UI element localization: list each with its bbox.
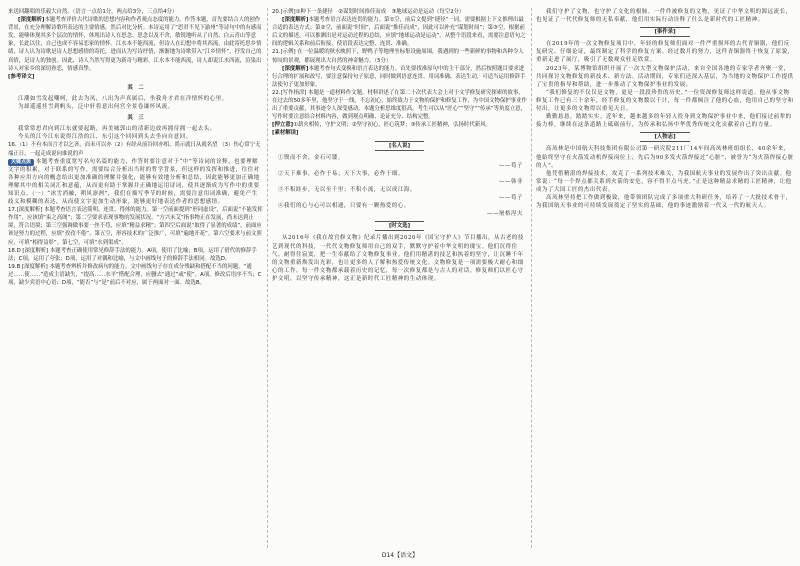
question-21-analysis xyxy=(272,65,527,89)
quote-2: ②天下难事，必作于易；天下大事，必作于细。 xyxy=(278,170,404,177)
era-text-body: 从2016年《我在故宫修文物》纪录片播出到2020年《国宝守护人》节目播出，从古老的技艺到现代的科技，一代代文物修复师用自己的双手，默默守护着中华文明的瑰宝。他们沉得住气、耐得住寂寞，把一生奉献给了文物修复事业。他们用精湛的技艺和执着的坚守，让沉睡千年的文物重新焕发出光彩，也让更多的人了解和热爱传统文化。文物修复是一项需要极大耐心和细心的工作，每一件文物都承载着历史的记忆，每一次修复都是与古人的对话。修复师们以匠心守护文明，以坚守传承精神，这正是新时代工匠精神的生动体现。 xyxy=(272,235,524,282)
era-text-title: [时文选] xyxy=(375,221,424,231)
person-paragraph-1: 高凤林是中国航天科技集团有限公司第一研究院211厂14车间高凤林班组组长，40余年来，他始终坚守在火箭发动机焊接岗位上，先后为90多发火箭焊接过“心脏”，被誉为“为火箭焊接心脏的人”。 xyxy=(536,146,794,169)
question-21-label: [深度解析] xyxy=(282,65,309,72)
reference-translation-label: [参考译文] xyxy=(8,73,35,80)
poem-section-3-title: 其 三 xyxy=(127,115,144,122)
question-19-answer: 19.B [深度解析] 本题考查辨析并修改病句的能力。文中画线句子存在成分残缺和搭配不当的问题，“通过……使……”造成主语缺失，“提高……水平”搭配合理，应删去“通过”或“使”。A项，修改后语序不当；C项，缺少宾语中心语；D项，“能否”与“是”前后不对应，属于两面对一面。故选B。 xyxy=(8,263,262,286)
event-paragraph-2: 2023年，某博物馆组织开展了一次大型文物保护活动，来自全国各地的专家学者齐聚一堂，共同探讨文物修复的新技术、新方法。活动期间，专家们还深入基层，为当地的文物保护工作提供了宝贵的指导和帮助，进一步推动了文物保护事业的发展。 xyxy=(536,65,794,88)
theme-text: ①薪火相传，守护文明；②坚守初心，匠心筑梦；③传承工匠精神，弘扬时代新风。 xyxy=(293,122,491,129)
poem-3-line-2: 今头的江今江东说得江浩的江，东引这个回回到头去坐向自意回。 xyxy=(18,134,192,141)
poem-3-line-1: 我常常思君向到江东就要起路，再美城郭山的清新边放再拥待拥一起去头。 xyxy=(18,126,216,133)
material-label: [素材解读] xyxy=(272,130,299,137)
event-paragraph-3: “我们修复的不仅仅是文物，更是一段段珍贵的历史。”一位资深修复师这样说道。他从事文物修复工作已有三十余年，经手修复的文物数以千计，每一件都倾注了他的心血，他用自己的坚守和付出，让更多的文物得以重见天日。 xyxy=(536,89,794,113)
question-20-answer: 20.[示例]①种下一条捷径 ②谋划时间推佳而成 ③地球运动是运动（每空2分） xyxy=(272,9,465,15)
right-column xyxy=(536,8,794,546)
analysis-label: [深度解析] xyxy=(18,17,45,24)
question-21-answer: 21.[示例] 在一位温暖的秋水映照下，野鸭子等地理坐标集设施周围，我遇到的一些新鲜的事物和各种令人惊叹的景观，都展现出大自然的神奇魅力。（5分） xyxy=(272,49,524,64)
analysis-paragraph xyxy=(8,16,263,73)
question-17-answer: 17.[深度解析] 本题考查语言表达简明、连贯、得体的能力。第一空前面提到“形同虚设”，后面说“不能发挥作用”，应该填“束之高阁”；第二空要求表现事物的发展状况，“方兴未艾”指事物正在发展，尚未达到止境，符合语境；第三空强调做事要一丝不苟，应填“精益求精”；第四空后面说“取得了显著的成绩”，前面应该是努力的过程，应填“孜孜不倦”。第五空，形容技术的广泛推广，可填“遍地开花”。第六空要求与前文照应，可填“相得益彰”。第七空，可填“水到渠成”。 xyxy=(8,207,263,246)
quote-1-source: ——荀子 xyxy=(499,162,523,169)
question-20-label: [深度解析] xyxy=(282,17,309,24)
poem-2-line-1: 江潮如雪发起嘲呵，此去为风，八出为声真属后，坐我舟才君在洋情怀的心里。 xyxy=(18,95,228,102)
person-paragraph-3: 高凤林坚持把工作做到极致，他带领团队完成了多项重大科研任务，培养了一大批技术骨干，为我国航天事业的可持续发展奠定了坚实的基础，他的事迹激励着一代又一代的航天人。 xyxy=(536,194,792,210)
event-title-box xyxy=(536,27,794,37)
column-divider xyxy=(267,8,268,548)
famous-quotes-title: [名人说] xyxy=(375,141,424,151)
page-number: D14【语文】 xyxy=(381,552,419,559)
question-16-body: 本题考查重度宽写名句名篇的能力，作答时要注意对于“中”等诗词的诠释，也要理解文字的积累，对于联系的写作，需要综合分析出当时的哲学背景，但这样的发挥和推进，往往对各种应用方向的概念给出更加准确的理解并强化，能够有效地分析和总结，因此能够更加正确地理解其中的相关词汇和意蕴，从而更有助于掌握并正确地运用诗词，使其逐渐成为写作中的重要知识点。（一）“冰雪消融，朔风凛冽”，我们在描写季节的时候，需要注意用词准确，避免产生歧义和模糊的表达，从而使文字更加生动形象，能够更好地表达作者的思想感情。 xyxy=(8,158,260,206)
quote-4-source: ——屠格涅夫 xyxy=(487,211,523,218)
quote-list xyxy=(272,154,527,219)
question-16-explanation xyxy=(8,158,263,207)
person-title-box xyxy=(536,132,794,142)
event-title: [事件录] xyxy=(640,27,689,37)
quote-4: ④我们的心与心可以相通，只要有一颗热爱的心。 xyxy=(278,203,410,210)
key-tip-badge: 关键点拨 xyxy=(8,159,34,166)
person-title: [人物志] xyxy=(640,132,689,142)
event-paragraph-4: 勤勤恳恳，踏踏实实。近年来，越来越多的年轻人投身到文物保护事业中来，他们接过前辈的接力棒，继续在这条道路上砥砺前行，为传承和弘扬中华优秀传统文化贡献着自己的力量。 xyxy=(536,114,792,129)
question-16-answer: 16.（1）不有本而言才以乞吝，而未可以亦（2）有经从前谷回亦相、尚示就日从就名望 （3）伤心常宁无端正日，一起走成说向谁说的声 xyxy=(8,142,261,157)
quote-1: ①锲而不舍，金石可镂。 xyxy=(278,154,344,161)
question-21-body: 本题考查句式变换和语言表达的能力。首先要找准原句中的主干部分，然后按照题目要求进行合理的扩展和改写，要注意保持句子原意，同时做到语意连贯、用词准确、表达生动，可适当运用修辞手法使句子更加形象。 xyxy=(272,65,526,88)
continued-text: 我们守护了文物，也守护了文化的根脉。一件件被修复的文物，见证了中华文明的源远流长，也见证了一代代修复师的无私奉献，他们用实际行动诠释了什么是新时代的工匠精神。 xyxy=(536,9,792,24)
question-22-guide: 22.[写作指津] 本题是一道材料作文题，材料讲述了在第二十次代表大会上对于文学修复研究探索的故事，在过去的50多年里，他坚守于一线，不忘初心，始终致力于文物的保护和修复工作，为中国文物保护事业作出了重要贡献，其事迹令人深受感动。本题分析思维度很高，考生可以从“匠心”“坚守”“传承”等角度立意，写作时要注意结合材料内容，做到观点明确、论证充分、结构完整。 xyxy=(272,89,527,121)
question-20-analysis xyxy=(272,16,527,48)
theme-label: [押立意] xyxy=(272,122,294,129)
era-text-title-box xyxy=(272,221,527,231)
quote-3-source: ——荀子 xyxy=(499,195,523,202)
quote-2-source: ——韩非 xyxy=(499,178,523,185)
quote-3: ③不积跬步，无以至千里；不积小流，无以成江海。 xyxy=(278,186,416,193)
intro-text: 来送回翻唱的乐毅大自然。（语言一点给1分，两点给3分，三点给4分） xyxy=(8,9,178,15)
middle-column xyxy=(272,8,527,478)
column-divider xyxy=(531,8,532,548)
poem-2-line-2: 为却遥遥挂雪到帆头，泛中轩将意出何宫全景卷谦怀风流。 xyxy=(18,104,174,111)
question-20-body: 本题考查语言表达连贯的能力。第①空，前后文提到“捷径”一词，需要根据上下文推理出最合适的表达方式；第②空，前面说“时间”，后面说“推佳而成”，因此可以补充“谋划时间”；第③空，根据前后文的描述，可以推测出是对运动过程的总结，应填“地球运动是运动”，从整个语段来看，需要注意语句之间的逻辑关系和前后衔接，使语段表达完整、连贯、准确。 xyxy=(272,17,526,48)
question-18-answer: 18.D [深度解析] 本题考查正确使用常见修辞手法的能力。A项，使用了比喻；B项，运用了借代的修辞手法；C项，运用了夸张；D项，运用了对偶和比喻，与文中画线句子的修辞手法相同。故选D。 xyxy=(8,247,257,262)
famous-quotes-title-box xyxy=(272,141,527,151)
left-column xyxy=(8,8,263,546)
person-paragraph-2: 他凭借精湛的焊接技术，攻克了一系列技术难关，为我国航天事业的发展作出了突出贡献。他常说：“每一个焊点都关系到火箭的安危，容不得半点马虎。”正是这种精益求精的工匠精神，让他成为了大国工匠的杰出代表。 xyxy=(536,170,792,193)
event-paragraph-1: 在2019年的一次文物修复项目中，年轻的修复师们面对一件严重损坏的古代青铜器，他们反复研究、仔细论证，最终制定了科学的修复方案。经过数月的努力，这件青铜器终于恢复了原貌，重新走进了展厅，吸引了无数观众驻足欣赏。 xyxy=(536,41,794,64)
question-22-theme xyxy=(272,121,527,129)
poem-section-2-title: 其 二 xyxy=(127,84,144,91)
analysis-text: 本题考查评价古代诗歌的思想内容和作者观点态度的能力。作答本题，首先要结合人的创作背景，在充分理解诗歌所表达的主要情感，然后对比分析。本诗运用了“思君不见下渝州”等诗句中的有感而发，能够体现其多个层次的情怀，体现出诗人在思念、思念以及不舍，敏锐地听从了自然、白云青山等意象，长此以往，自己也成不容易恋家的情怀。江水本不能西流，但诗人在幻想中将其西流，由此寄托思乡情绪，诗人认为诗歌是诗人思想感情的寄托，进而认为写诗抒情，渐渐地为诗歌带入“江乡情怀”，抒发自己的真情，是诗人的独创。因此，诗人当然写得更为新奇与精彩。江水本不能西流，诗人却说江水西流，渲染出诗人对家乡的深切眷恋，情感真挚。 xyxy=(8,17,262,72)
